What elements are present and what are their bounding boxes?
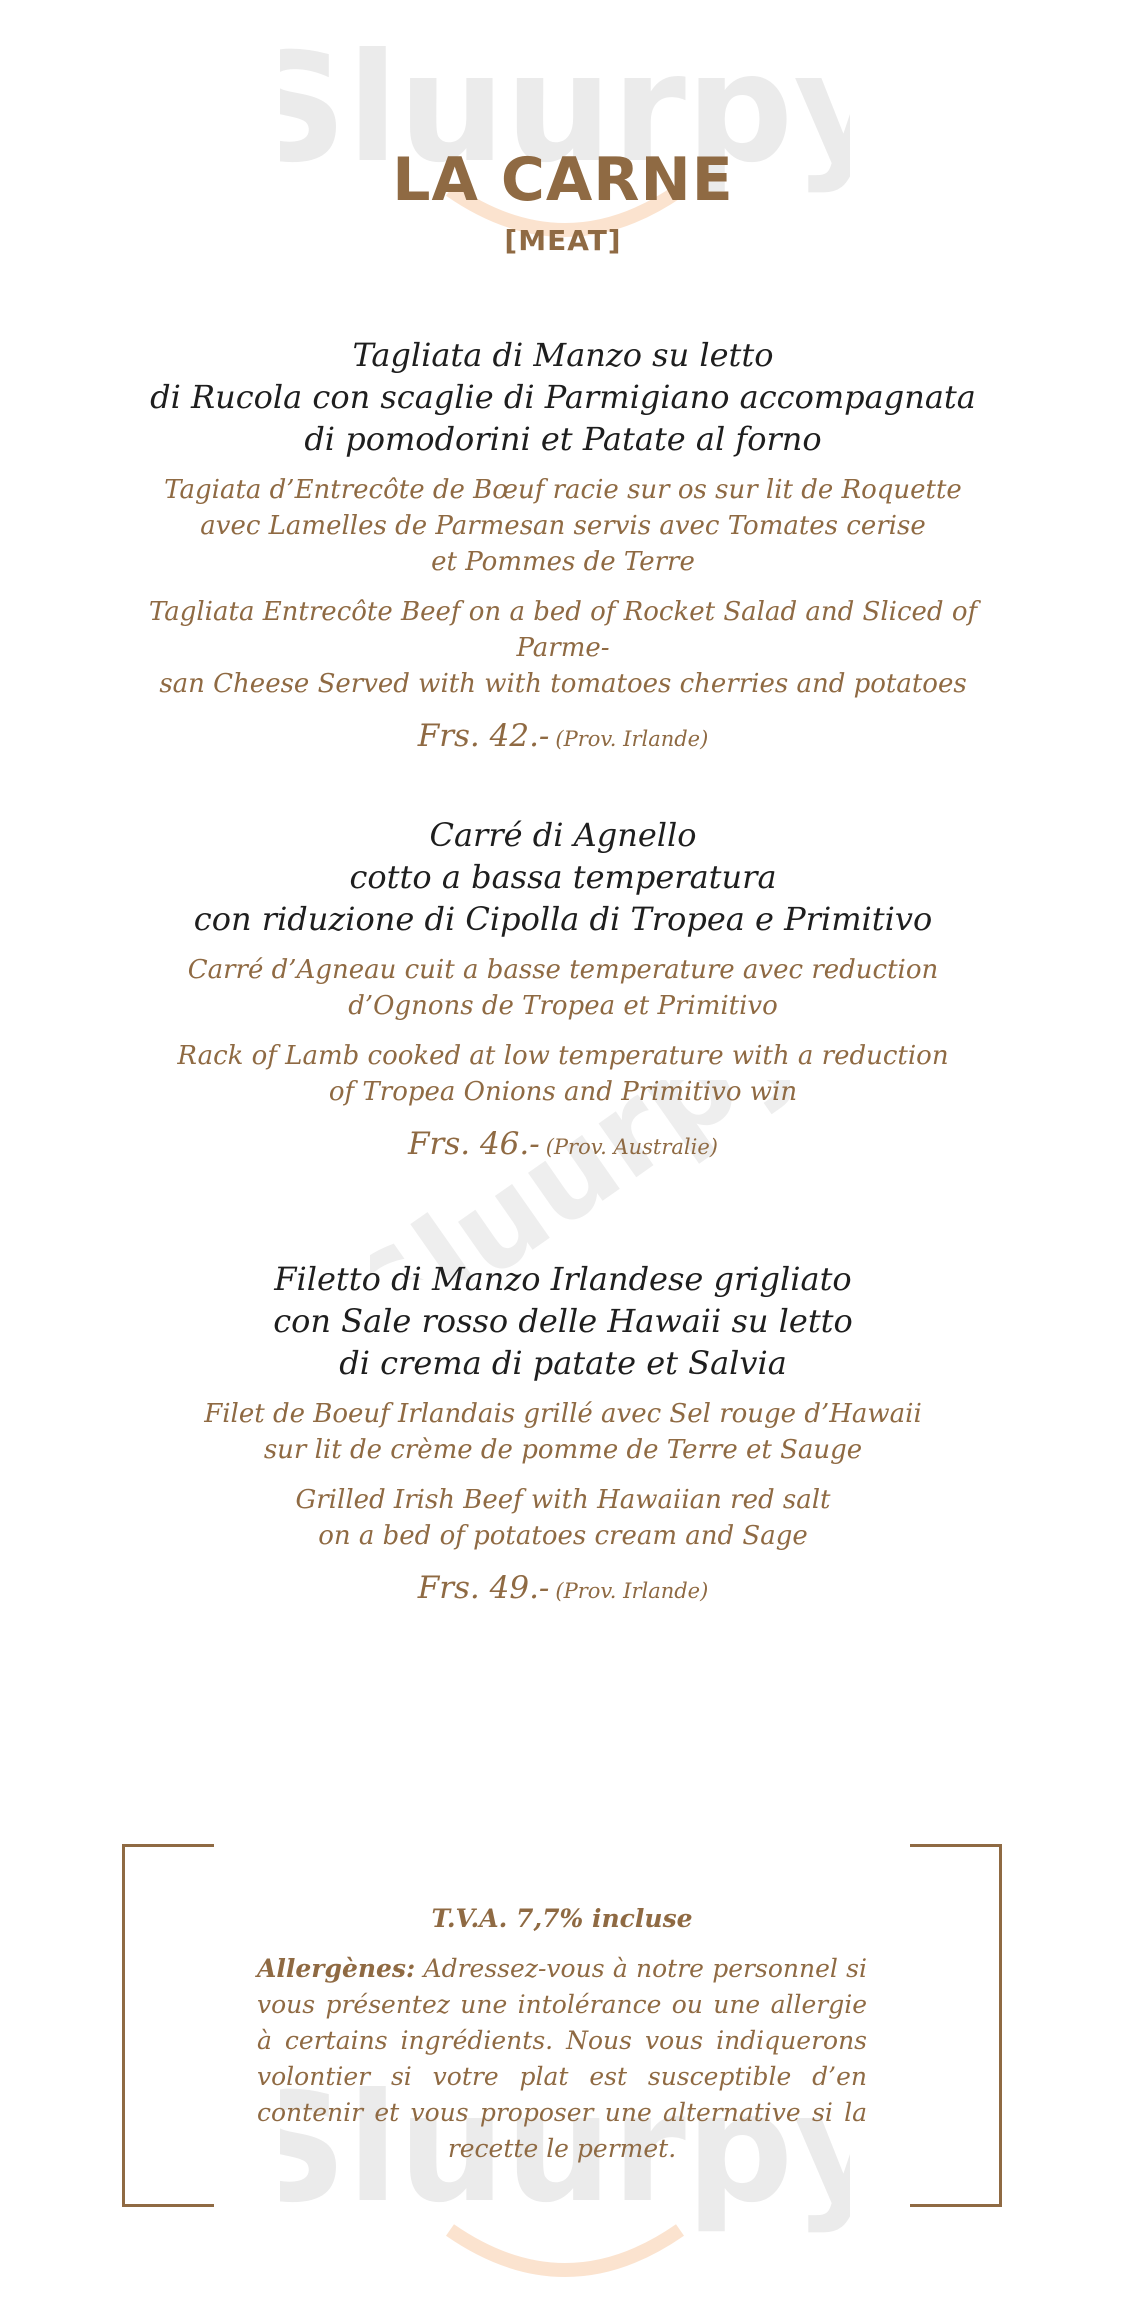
- dish-description-english: Tagliata Entrecôte Beef on a bed of Rocket Salad and Sliced of Parme- san Cheese Served with with tomatoes cherries and potatoes: [148, 597, 978, 699]
- price-row: [100, 1570, 1026, 1606]
- allergy-text: Adressez-vous à notre personnel si vous présentez une intolérance ou une allergie à certains ingrédients. Nous vous indiquerons volontier si votre plat est susceptible d’en contenir et vous proposer une alternative si la recette le permet.: [257, 1954, 867, 2163]
- info-box-content: [257, 1904, 867, 2167]
- dish-provenance: (Prov. Irlande): [555, 1579, 709, 1603]
- allergy-label: Allergènes:: [257, 1954, 416, 1983]
- dish-name-italian: Tagliata di Manzo su letto di Rucola con scaglie di Parmigiano accompagnata di pomodorini et Patate al forno: [150, 336, 976, 458]
- dish-description-english: Rack of Lamb cooked at low temperature with a reduction of Tropea Onions and Primitivo win: [177, 1041, 949, 1107]
- dish-item: [100, 334, 1026, 754]
- price-row: [100, 718, 1026, 754]
- price-row: [100, 1126, 1026, 1162]
- bracket-left: [122, 1844, 214, 2207]
- info-box: [122, 1844, 1002, 2207]
- svg-text:Sluurpy: Sluurpy: [280, 40, 850, 196]
- dish-provenance: (Prov. Irlande): [555, 727, 709, 751]
- dish-provenance: (Prov. Australie): [545, 1135, 718, 1159]
- dish-description-french: Tagiata d’Entrecôte de Bœuf racie sur os sur lit de Roquette avec Lamelles de Parmesan servis avec Tomates cerise et Pommes de Terre: [164, 475, 962, 577]
- dish-name-italian: Carré di Agnello cotto a bassa temperatura con riduzione di Cipolla di Tropea e Primitivo: [193, 816, 933, 938]
- dish-description-french: Filet de Boeuf Irlandais grillé avec Sel rouge d’Hawaii sur lit de crème de pomme de Terre et Sauge: [204, 1399, 922, 1465]
- dish-description-english: Grilled Irish Beef with Hawaiian red salt on a bed of potatoes cream and Sage: [295, 1485, 831, 1551]
- dish-name-italian: Filetto di Manzo Irlandese grigliato con Sale rosso delle Hawaii su letto di crema di patate et Salvia: [273, 1260, 853, 1382]
- section-subtitle: [MEAT]: [504, 224, 622, 257]
- dish-price: Frs. 49.-: [417, 1570, 550, 1606]
- menu-header: [0, 142, 1126, 257]
- allergy-note: [257, 1951, 867, 2167]
- dish-price: Frs. 42.-: [417, 718, 550, 754]
- dish-price: Frs. 46.-: [408, 1126, 540, 1162]
- dish-description-french: Carré d’Agneau cuit a basse temperature avec reduction d’Ognons de Tropea et Primitivo: [187, 955, 939, 1021]
- section-title: LA CARNE: [392, 145, 734, 215]
- dish-item: [100, 1258, 1026, 1606]
- dish-item: [100, 814, 1026, 1162]
- tva-note: T.V.A. 7,7% incluse: [431, 1904, 693, 1933]
- svg-text:Sluurpy: Sluurpy: [280, 2080, 850, 2236]
- bracket-right: [910, 1844, 1002, 2207]
